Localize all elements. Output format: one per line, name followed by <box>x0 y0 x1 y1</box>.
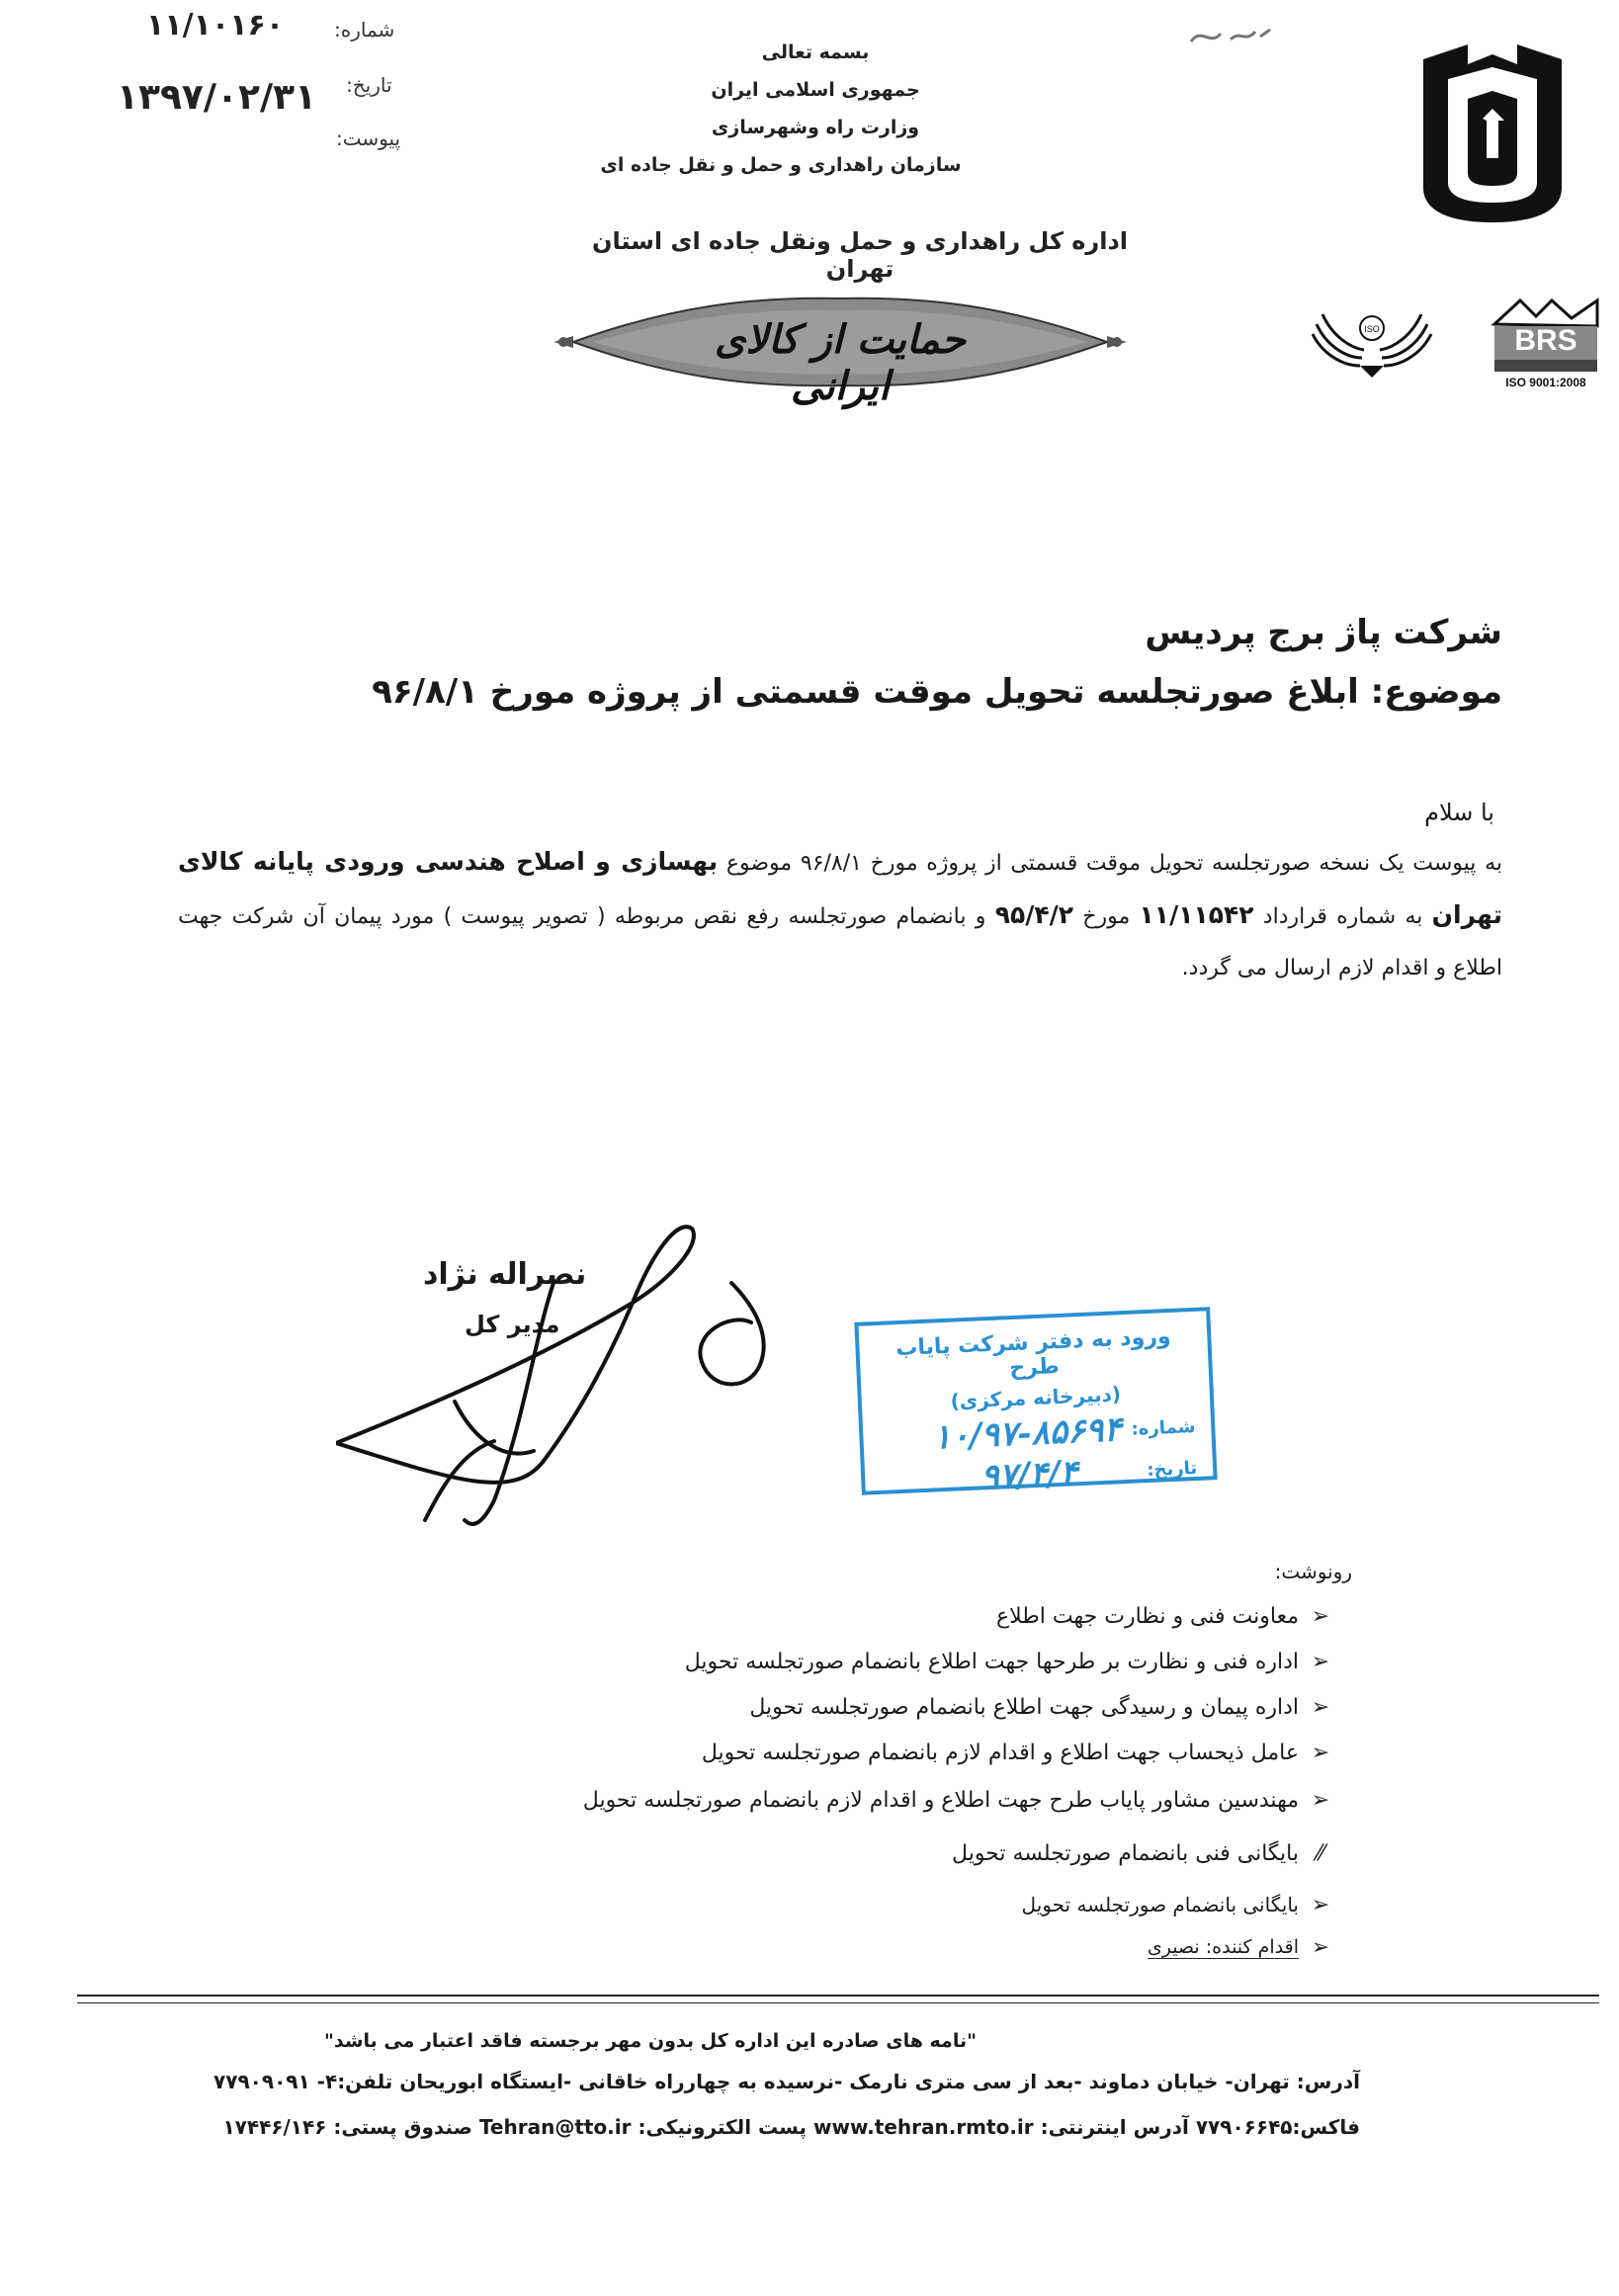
footer-contact: فاکس:۷۷۹۰۶۶۴۵ آدرس اینترنتی: www.tehran.rmto.ir پست الکترونیکی: Tehran@tto.ir صندوق پستی: ۱۷۴۴۶/۱۴۶ <box>222 2115 1360 2139</box>
stamp-number-label: شماره: <box>1131 1415 1196 1440</box>
cc-list <box>344 1593 1332 1967</box>
check-arrow-icon: ➢ <box>1311 1603 1330 1629</box>
body-text-1: به پیوست یک نسخه صورتجلسه تحویل موقت قسمتی از پروژه مورخ ۹۶/۸/۱ موضوع <box>718 851 1503 876</box>
signatory-name: نصراله نژاد <box>423 1257 587 1292</box>
check-arrow-icon: ➢ <box>1311 1649 1330 1674</box>
stamp-line-2: (دبیرخانه مرکزی) <box>950 1382 1122 1413</box>
letter-body <box>178 836 1502 994</box>
letter-subject: موضوع: ابلاغ صورتجلسه تحویل موقت قسمتی از پروژه مورخ ۹۶/۸/۱ <box>372 672 1502 712</box>
brs-text: BRS <box>1514 324 1577 357</box>
letterhead <box>534 42 1028 176</box>
stamp-date-label: تاریخ: <box>1146 1457 1198 1481</box>
organization-logo <box>1413 40 1572 227</box>
brs-logo <box>1491 297 1601 395</box>
receipt-stamp <box>854 1307 1217 1495</box>
cc-item: ➢ بایگانی بانضمام صورتجلسه تحویل <box>344 1882 1332 1927</box>
footer-address: آدرس: تهران- خیابان دماوند -بعد از سی متری نارمک -نرسیده به چهارراه خاقانی -ایستگاه ابوریحان تلفن:۴- ۷۷۹۰۹۰۹۱ <box>213 2070 1360 2093</box>
recipient-company: شرکت پاژ برج پردیس <box>1145 613 1502 652</box>
check-arrow-icon: ➢ <box>1311 1694 1330 1720</box>
cc-item: ➢ معاونت فنی و نظارت جهت اطلاع <box>344 1593 1332 1639</box>
ink-scribble-icon: ⁄⁄ <box>1317 1840 1324 1866</box>
signatory-title: مدیر کل <box>465 1311 560 1338</box>
footer-rule-1 <box>77 1995 1599 1997</box>
header-line-5: اداره کل راهداری و حمل ونقل جاده ای استان تهران <box>591 227 1129 283</box>
stamp-date-value: ۹۷/۴/۴ <box>980 1453 1079 1497</box>
header-line-1: بسمه تعالی <box>761 42 870 63</box>
iso-caption: ISO 9001:2008 <box>1505 376 1586 389</box>
project-title: بهسازی و اصلاح هندسی ورودی پایانه کالای تهران <box>178 847 1503 929</box>
body-text-3: مورخ <box>1073 904 1140 929</box>
attachment-label: پیوست: <box>336 127 401 150</box>
number-value: ۱۱/۱۰۱۶۰ <box>146 8 285 43</box>
header-line-2: جمهوری اسلامی ایران <box>711 79 920 101</box>
date-value: ۱۳۹۷/۰۲/۳۱ <box>117 77 317 118</box>
iso-small-text: ISO <box>1364 324 1380 334</box>
cc-item: ➢ عامل ذیحساب جهت اطلاع و اقدام لازم بانضمام صورتجلسه تحویل <box>344 1730 1332 1775</box>
number-label: شماره: <box>334 18 395 42</box>
stamp-number-value: ۱۰/۹۷-۸۵۶۹۴ <box>932 1409 1123 1458</box>
check-arrow-icon: ➢ <box>1311 1934 1330 1960</box>
calligraphy-banner <box>554 277 1127 409</box>
greeting: با سلام <box>1424 799 1494 826</box>
check-arrow-icon: ➢ <box>1311 1892 1330 1917</box>
footer-rule-2 <box>77 2002 1599 2003</box>
check-arrow-icon: ➢ <box>1311 1787 1330 1813</box>
cc-item: ⁄⁄ بایگانی فنی بانضمام صورتجلسه تحویل <box>344 1825 1332 1882</box>
body-text-2: به شماره قرارداد <box>1253 904 1432 929</box>
small-ink-mark <box>1186 22 1275 51</box>
quality-certificate-icon <box>1303 304 1441 383</box>
cc-title: رونوشت: <box>1274 1560 1352 1583</box>
handwritten-signature <box>336 1224 791 1540</box>
contract-number: ۱۱/۱۱۵۴۲ <box>1139 900 1254 929</box>
cc-item: ➢ اداره پیمان و رسیدگی جهت اطلاع بانضمام صورتجلسه تحویل <box>344 1684 1332 1730</box>
stamp-line-1: ورود به دفتر شرکت پایاب طرح <box>895 1323 1172 1382</box>
footer-note: "نامه های صادره این اداره کل بدون مهر برجسته فاقد اعتبار می باشد" <box>323 2030 977 2052</box>
cc-item-action-by: ➢ اقدام کننده: نصیری <box>344 1927 1332 1967</box>
cc-item: ➢ اداره فنی و نظارت بر طرحها جهت اطلاع بانضمام صورتجلسه تحویل <box>344 1639 1332 1684</box>
cc-item: ➢ مهندسین مشاور پایاب طرح جهت اطلاع و اقدام لازم بانضمام صورتجلسه تحویل <box>344 1775 1332 1825</box>
check-arrow-icon: ➢ <box>1311 1740 1330 1765</box>
body-text-4: و بانضمام صورتجلسه رفع نقص مربوطه ( تصویر پیوست ) مورد پیمان آن شرکت جهت اطلاع و اقدام لازم ارسال می گردد. <box>178 904 1502 980</box>
calligraphy-text: حمایت از کالای ایرانی <box>714 316 967 409</box>
contract-date: ۹۵/۴/۲ <box>994 900 1073 929</box>
header-line-3: وزارت راه وشهرسازی <box>711 117 920 138</box>
header-line-4: سازمان راهداری و حمل و نقل جاده ای <box>600 154 962 176</box>
date-label: تاریخ: <box>346 73 392 97</box>
